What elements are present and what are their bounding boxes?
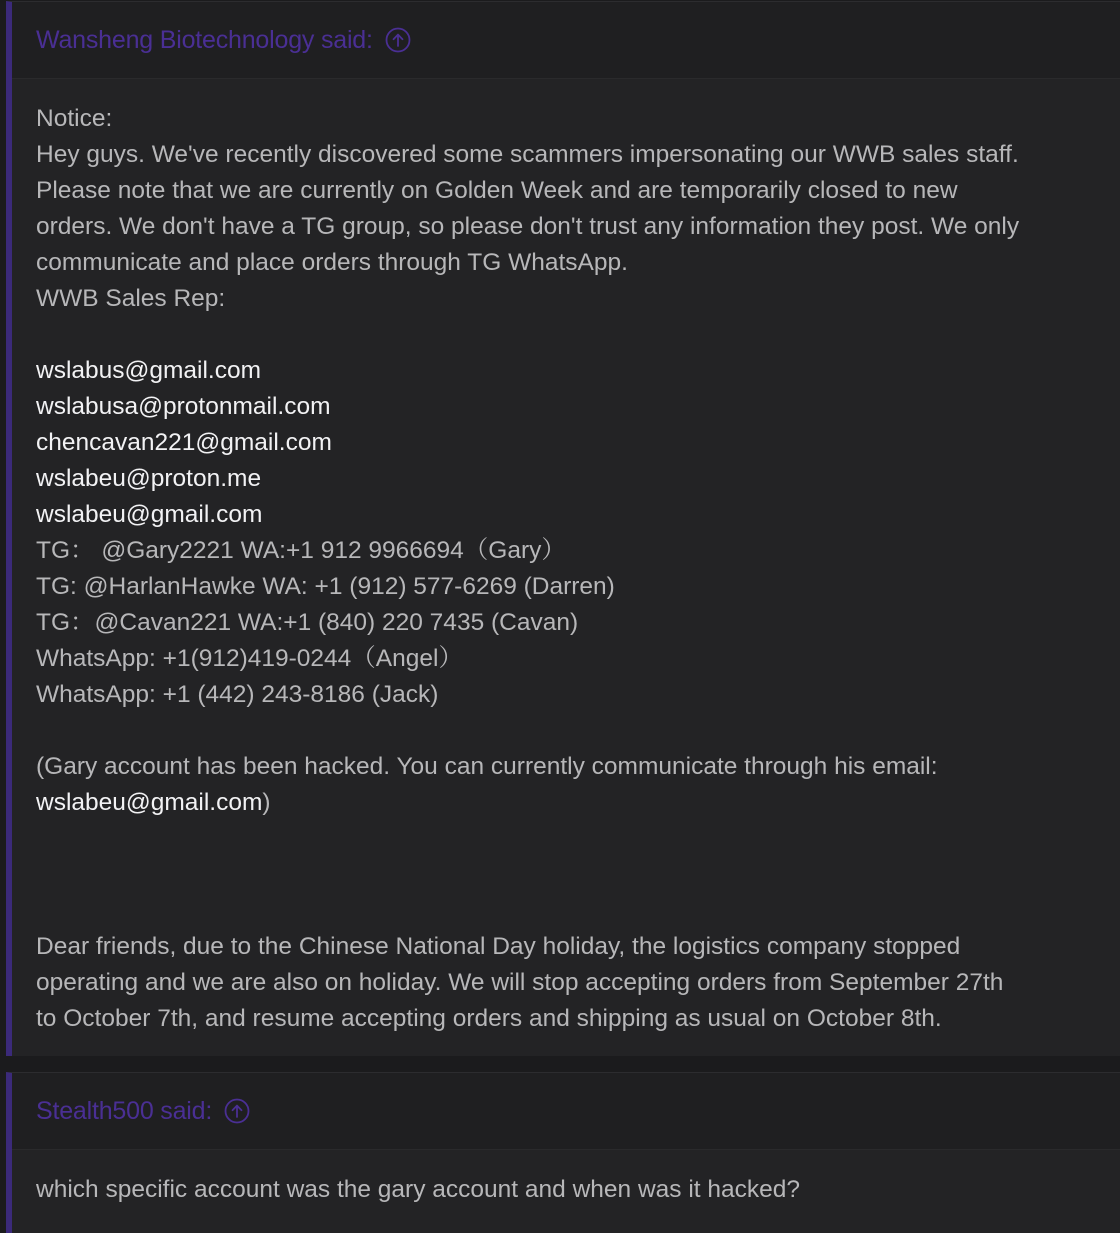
quote-body (12, 79, 1120, 1057)
body-line: Hey guys. We've recently discovered some scammers impersonating our WWB sales staff. (36, 141, 1019, 168)
spacer (36, 857, 1098, 893)
notice-label: Notice: (36, 105, 113, 132)
arrow-up-circle-icon[interactable] (224, 1098, 250, 1124)
email-link[interactable]: wslabeu@gmail.com (36, 501, 263, 528)
quote-body (12, 1150, 1120, 1228)
contact-line: TG： @Gary2221 WA:+1 912 9966694（Gary） (36, 537, 566, 564)
quote-header (12, 2, 1120, 79)
body-line: Dear friends, due to the Chinese National Day holiday, the logistics company stopped (36, 933, 961, 960)
contact-line: TG：@Cavan221 WA:+1 (840) 220 7435 (Cavan) (36, 609, 579, 636)
quote-block (6, 1072, 1120, 1233)
spacer (36, 821, 1098, 857)
arrow-up-circle-icon[interactable] (385, 27, 411, 53)
contact-line: WhatsApp: +1(912)419-0244（Angel） (36, 645, 463, 672)
spacer (36, 893, 1098, 929)
hacked-notice-end (36, 785, 1098, 821)
hacked-notice: (Gary account has been hacked. You can currently communicate through his email: (36, 753, 938, 780)
contact-line: WhatsApp: +1 (442) 243-8186 (Jack) (36, 681, 439, 708)
email-link[interactable]: wslabeu@gmail.com (36, 789, 263, 816)
body-line: operating and we are also on holiday. We will stop accepting orders from September 27th (36, 969, 1004, 996)
quote-header (12, 1073, 1120, 1150)
email-link[interactable]: chencavan221@gmail.com (36, 429, 332, 456)
body-line: which specific account was the gary account and when was it hacked? (36, 1176, 801, 1203)
closing-paren: ) (262, 789, 271, 816)
quote-author[interactable]: Wansheng Biotechnology said: (36, 25, 373, 54)
quote-author[interactable]: Stealth500 said: (36, 1096, 213, 1125)
body-line: communicate and place orders through TG WhatsApp. (36, 249, 628, 276)
quote-block (6, 1, 1120, 1056)
sales-rep-label: WWB Sales Rep: (36, 285, 226, 312)
spacer (36, 317, 1098, 353)
email-link[interactable]: wslabeu@proton.me (36, 465, 262, 492)
email-link[interactable]: wslabus@gmail.com (36, 357, 262, 384)
spacer (36, 713, 1098, 749)
body-line: to October 7th, and resume accepting orders and shipping as usual on October 8th. (36, 1005, 942, 1032)
contact-line: TG: @HarlanHawke WA: +1 (912) 577-6269 (Darren) (36, 573, 615, 600)
body-line: orders. We don't have a TG group, so please don't trust any information they post. We only (36, 213, 1020, 240)
email-link[interactable]: wslabusa@protonmail.com (36, 393, 331, 420)
body-line: Please note that we are currently on Golden Week and are temporarily closed to new (36, 177, 958, 204)
